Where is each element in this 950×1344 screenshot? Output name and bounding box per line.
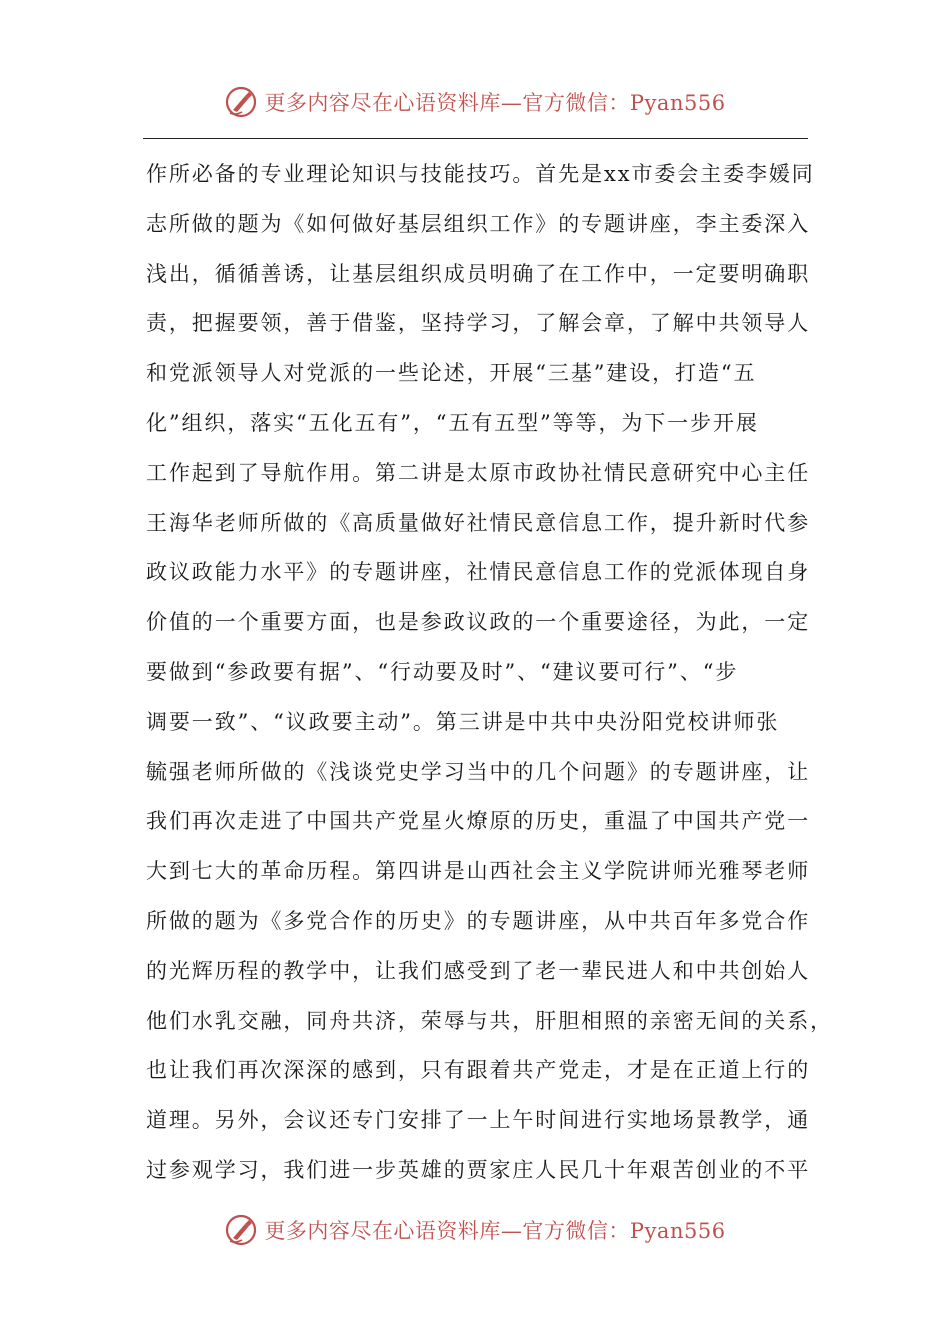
text-line: 工作起到了导航作用。第二讲是太原市政协社情民意研究中心主任 bbox=[146, 460, 811, 485]
header-divider bbox=[143, 138, 808, 139]
text-line: 王海华老师所做的《高质量做好社情民意信息工作，提升新时代参 bbox=[146, 510, 811, 535]
header-banner-text: 更多内容尽在心语资料库—官方微信：Pyan556 bbox=[264, 91, 726, 115]
pen-nib-seal-icon bbox=[224, 1213, 258, 1247]
footer-banner-text: 更多内容尽在心语资料库—官方微信：Pyan556 bbox=[264, 1219, 726, 1243]
text-line: 政议政能力水平》的专题讲座，社情民意信息工作的党派体现自身 bbox=[146, 560, 811, 585]
text-line: 也让我们再次深深的感到，只有跟着共产党走，才是在正道上行的 bbox=[146, 1058, 811, 1083]
text-line: 他们水乳交融，同舟共济，荣辱与共，肝胆相照的亲密无间的关系， bbox=[146, 1008, 833, 1033]
document-body bbox=[146, 150, 833, 1196]
text-line: 过参观学习，我们进一步英雄的贾家庄人民几十年艰苦创业的不平 bbox=[146, 1157, 811, 1182]
text-line: 作所必备的专业理论知识与技能技巧。首先是xx市委会主委李媛同 bbox=[146, 162, 815, 186]
text-line: 的光辉历程的教学中，让我们感受到了老一辈民进人和中共创始人 bbox=[146, 958, 811, 983]
text-line: 化”组织，落实“五化五有”，“五有五型”等等，为下一步开展 bbox=[146, 410, 759, 435]
text-line: 和党派领导人对党派的一些论述，开展“三基”建设，打造“五 bbox=[146, 361, 757, 386]
text-line: 浅出，循循善诱，让基层组织成员明确了在工作中，一定要明确职 bbox=[146, 261, 811, 286]
text-line: 大到七大的革命历程。第四讲是山西社会主义学院讲师光雅琴老师 bbox=[146, 859, 811, 884]
footer-banner bbox=[0, 1208, 950, 1252]
text-line: 毓强老师所做的《浅谈党史学习当中的几个问题》的专题讲座，让 bbox=[146, 759, 811, 784]
header-banner bbox=[0, 80, 950, 124]
text-line: 要做到“参政要有据”、“行动要及时”、“建议要可行”、“步 bbox=[146, 659, 739, 684]
text-line: 我们再次走进了中国共产党星火燎原的历史，重温了中国共产党一 bbox=[146, 809, 811, 834]
text-line: 志所做的题为《如何做好基层组织工作》的专题讲座，李主委深入 bbox=[146, 211, 811, 236]
text-line: 责，把握要领，善于借鉴，坚持学习，了解会章，了解中共领导人 bbox=[146, 311, 811, 336]
text-line: 道理。另外，会议还专门安排了一上午时间进行实地场景教学，通 bbox=[146, 1108, 811, 1133]
pen-nib-seal-icon bbox=[224, 85, 258, 119]
text-line: 价值的一个重要方面，也是参政议政的一个重要途径，为此，一定 bbox=[146, 610, 811, 635]
text-line: 所做的题为《多党合作的历史》的专题讲座，从中共百年多党合作 bbox=[146, 908, 811, 933]
text-line: 调要一致”、“议政要主动”。第三讲是中共中央汾阳党校讲师张 bbox=[146, 709, 780, 734]
